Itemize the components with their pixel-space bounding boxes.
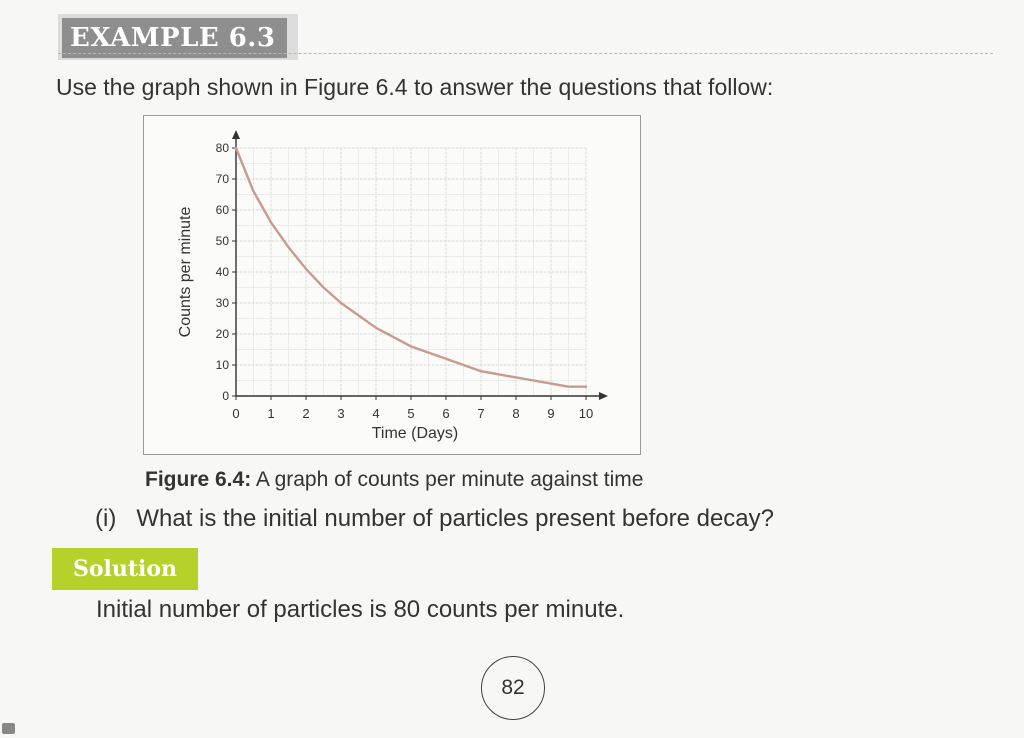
question-text: What is the initial number of particles present before decay? [136, 505, 774, 532]
decay-chart [144, 116, 640, 454]
solution-answer: Initial number of particles is 80 counts per minute. [96, 596, 625, 623]
y-tick-label: 80 [215, 141, 229, 155]
x-tick-label: 3 [337, 406, 345, 421]
page-number: 82 [481, 656, 545, 720]
x-tick-label: 10 [578, 406, 594, 421]
caption-label: Figure 6.4: [145, 468, 252, 491]
x-tick-label: 0 [232, 406, 240, 421]
figure-caption [145, 468, 643, 492]
y-tick-label: 40 [215, 265, 229, 279]
instruction-text: Use the graph shown in Figure 6.4 to answer the questions that follow: [56, 74, 774, 100]
x-tick-label: 4 [372, 406, 380, 421]
x-tick-label: 2 [302, 406, 310, 421]
x-axis-label: Time (Days) [371, 425, 459, 442]
question-number: (i) [95, 505, 117, 532]
x-axis-arrow-icon [599, 392, 608, 400]
x-tick-label: 7 [477, 406, 485, 421]
x-tick-label: 1 [267, 406, 275, 421]
x-tick-label: 5 [407, 406, 415, 421]
figure-box [143, 115, 641, 455]
scanner-logo-icon [2, 723, 15, 734]
y-tick-label: 70 [215, 172, 229, 186]
example-heading: EXAMPLE 6.3 [62, 18, 287, 58]
solution-heading: Solution [52, 548, 198, 590]
y-tick-label: 30 [215, 296, 229, 310]
header-rule [58, 53, 993, 55]
x-tick-label: 9 [547, 406, 555, 421]
y-tick-label: 20 [215, 327, 229, 341]
question [95, 505, 774, 533]
caption-text: A graph of counts per minute against time [255, 468, 644, 491]
y-tick-label: 0 [222, 389, 229, 403]
y-tick-label: 10 [215, 358, 229, 372]
y-axis-arrow-icon [232, 130, 240, 139]
x-tick-label: 8 [512, 406, 520, 421]
y-axis-label: Counts per minute [177, 206, 194, 338]
x-tick-label: 6 [442, 406, 450, 421]
y-tick-label: 50 [215, 234, 229, 248]
y-tick-label: 60 [215, 203, 229, 217]
